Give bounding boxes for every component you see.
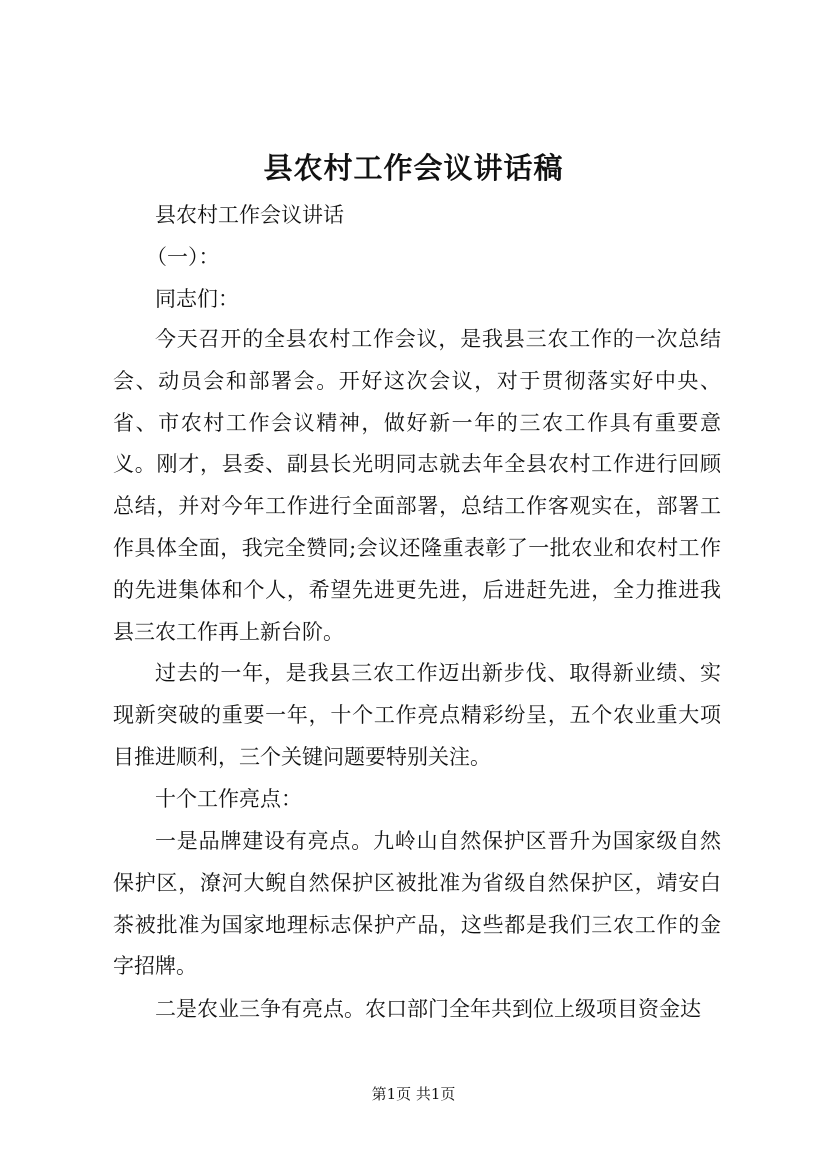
page-footer: 第1页 共1页 — [371, 1085, 456, 1103]
paragraph-opening: 今天召开的全县农村工作会议，是我县三农工作的一次总结会、动员会和部署会。开好这次会议，对于贯彻落实好中央、省、市农村工作会议精神，做好新一年的三农工作具有重要意义。刚才，县委、副县长光明同志就去年全县农村工作进行回顾总结，并对今年工作进行全面部署，总结工作客观实在，部署工作具体全面，我完全赞同;会议还隆重表彰了一批农业和农村工作的先进集体和个人，希望先进更先进，后进赶先进，全力推进我县三农工作再上新台阶。 — [113, 327, 721, 644]
salutation: 同志们： — [155, 287, 239, 311]
section-heading-highlights: 十个工作亮点： — [155, 787, 302, 811]
paragraph-highlight-one: 一是品牌建设有亮点。九岭山自然保护区晋升为国家级自然保护区，潦河大鲵自然保护区被批准为省级自然保护区，靖安白茶被批准为国家地理标志保护产品，这些都是我们三农工作的金字招牌。 — [113, 829, 721, 979]
document-title: 县农村工作会议讲话稿 — [263, 151, 564, 185]
paragraph-highlight-two: 二是农业三争有亮点。农口部门全年共到位上级项目资金达 — [155, 997, 701, 1021]
document-subtitle: 县农村工作会议讲话 — [155, 203, 344, 227]
part-marker: （一）： — [146, 245, 220, 269]
paragraph-past-year: 过去的一年，是我县三农工作迈出新步伐、取得新业绩、实现新突破的重要一年，十个工作亮点精彩纷呈，五个农业重大项目推进顺利，三个关键问题要特别关注。 — [113, 661, 721, 769]
